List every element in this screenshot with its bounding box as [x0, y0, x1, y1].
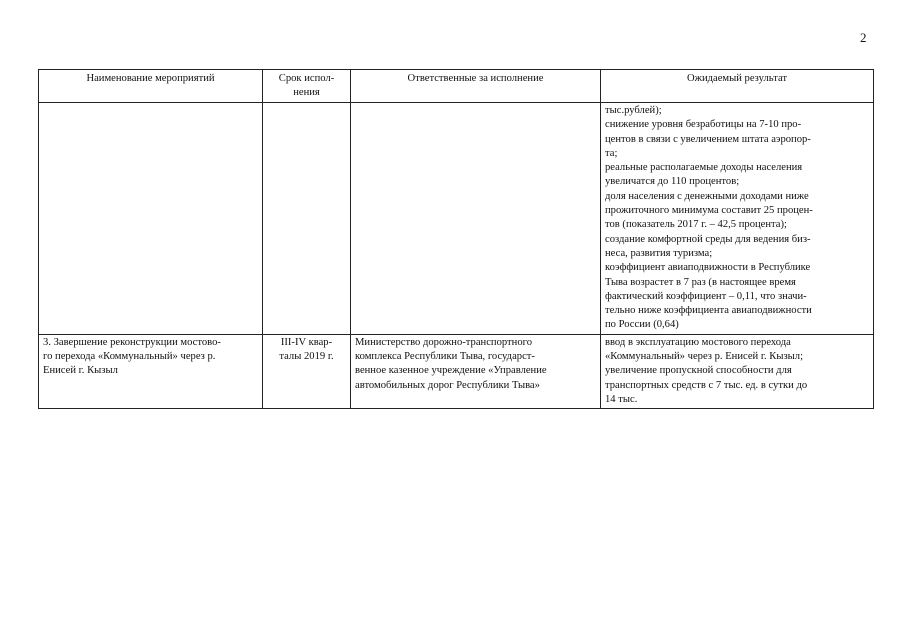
responsible-cell — [351, 103, 601, 335]
table-row — [39, 103, 874, 335]
result-cell: тыс.рублей); снижение уровня безработицы на 7-10 про- центов в связи с увеличением штата аэропор- та; реальные располагаемые доходы населения увеличатся до 110 процентов; доля населения с денежными доходами ниже прожиточного минимума составит 25 процен- тов (показатель 2017 г. – 42,5 процента); создание комфортной среды для ведения биз- неса, развития туризма; коэффициент авиаподвижности в Республике Тыва возрастет в 7 раз (в настоящее время фактический коэффициент – 0,11, что значи- тельно ниже коэффициента авиаподвижности по России (0,64) — [601, 103, 874, 335]
responsible-cell: Министерство дорожно-транспортного комплекса Республики Тыва, государст- венное казенное учреждение «Управление автомобильных дорог Республики Тыва» — [351, 334, 601, 408]
header-responsible: Ответственные за исполнение — [351, 70, 601, 103]
table-row — [39, 334, 874, 408]
activity-cell — [39, 103, 263, 335]
header-activity: Наименование мероприятий — [39, 70, 263, 103]
deadline-cell — [263, 103, 351, 335]
deadline-cell: III-IV квар- талы 2019 г. — [263, 334, 351, 408]
header-result: Ожидаемый результат — [601, 70, 874, 103]
result-cell: ввод в эксплуатацию мостового перехода «Коммунальный» через р. Енисей г. Кызыл; увеличение пропускной способности для транспортных средств с 7 тыс. ед. в сутки до 14 тыс. — [601, 334, 874, 408]
activities-table — [38, 69, 874, 409]
header-deadline: Срок испол- нения — [263, 70, 351, 103]
table-header-row — [39, 70, 874, 103]
activity-cell: 3. Завершение реконструкции мостово- го перехода «Коммунальный» через р. Енисей г. Кызыл — [39, 334, 263, 408]
page-number: 2 — [860, 30, 867, 45]
